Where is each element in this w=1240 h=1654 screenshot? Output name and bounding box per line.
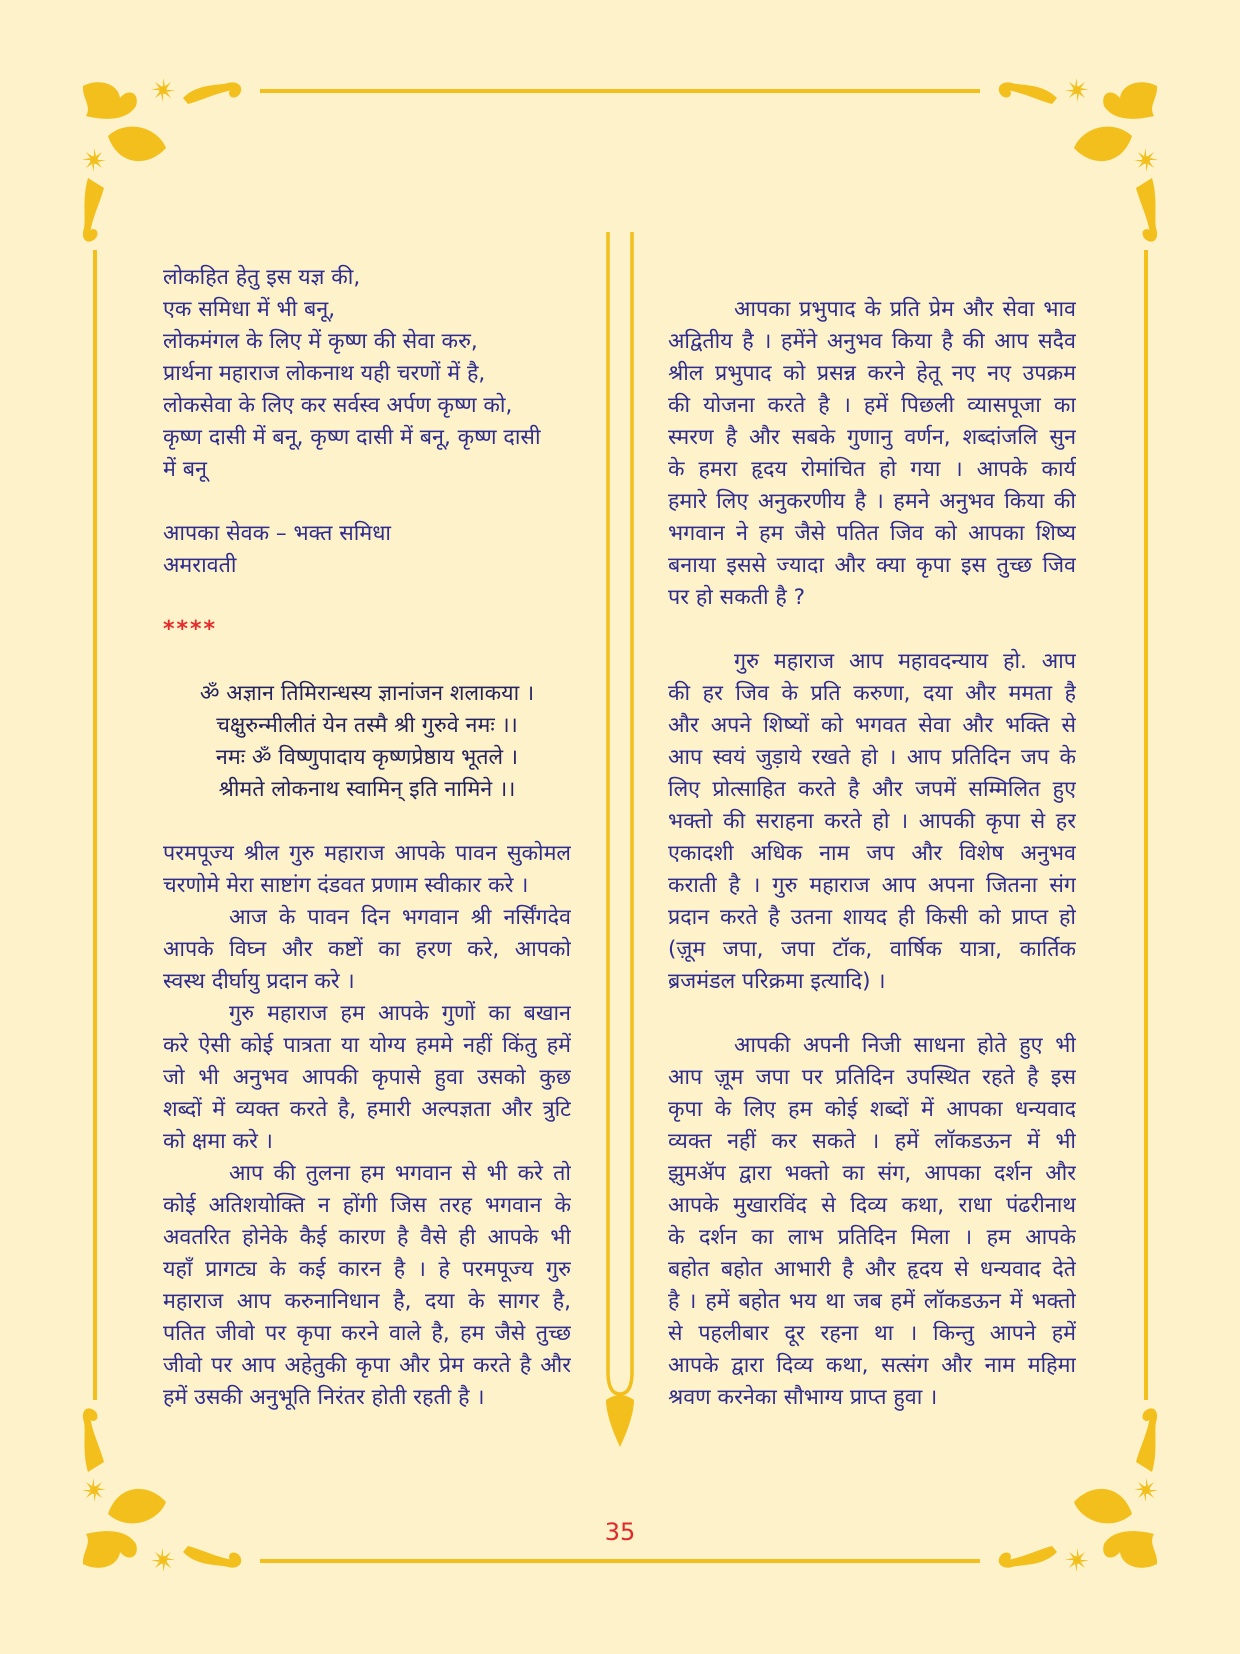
mantra-line: चक्षुरुन्मीलीतं येन तस्मै श्री गुरुवे नमः ।।: [216, 713, 518, 738]
paragraph-line: एकादशी अधिक नाम जप और विशेष अनुभव: [668, 841, 1076, 866]
paragraph: [668, 1030, 1076, 1414]
corner-ornament-bottom-left: [78, 1402, 248, 1572]
paragraph: [163, 838, 571, 902]
paragraph-line: गुरु महाराज हम आपके गुणों का बखान: [229, 1001, 571, 1026]
poem-line: लोकमंगल के लिए में कृष्ण की सेवा करु,: [163, 329, 478, 354]
paragraph-line: आप ज़ूम जपा पर प्रतिदिन उपस्थित रहते है इस: [668, 1065, 1076, 1090]
mantra: [163, 678, 571, 806]
mantra-line: ॐ अज्ञान तिमिरान्धस्य ज्ञानांजन शलाकया ।: [199, 681, 535, 706]
paragraph-line: के हमरा हृदय रोमांचित हो गया । आपके कार्य: [668, 457, 1076, 482]
paragraph-line: कराती है । गुरु महाराज आप अपना जितना संग: [668, 873, 1076, 898]
column-divider: [596, 232, 644, 1452]
poem: [163, 262, 571, 486]
paragraph-line: प्रदान करते है उतना शायद ही किसी को प्राप्त हो: [668, 905, 1076, 930]
poem-line: प्रार्थना महाराज लोकनाथ यही चरणों में है,: [163, 361, 486, 386]
paragraph-line: आपके विघ्न और कष्टों का हरण करे, आपको: [163, 937, 571, 962]
paragraph: [668, 646, 1076, 998]
paragraph-line: शब्दों में व्यक्त करते है, हमारी अल्पज्ञता और त्रुटि: [163, 1097, 571, 1122]
paragraph-line: हमारे लिए अनुकरणीय है । हमने अनुभव किया की: [668, 489, 1076, 514]
paragraph-line: आज के पावन दिन भगवान श्री नर्सिंगदेव: [229, 905, 571, 930]
paragraph-line: बहोत बहोत आभारी है और हृदय से धन्यवाद देते: [668, 1257, 1076, 1282]
paragraph-line: के दर्शन का लाभ प्रतिदिन मिला । हम आपके: [668, 1225, 1076, 1250]
signature-line: अमरावती: [163, 553, 237, 578]
paragraph-line: आपकी अपनी निजी साधना होते हुए भी: [734, 1033, 1076, 1058]
poem-line: लोकसेवा के लिए कर सर्वस्व अर्पण कृष्ण को,: [163, 393, 513, 418]
left-column: [163, 262, 571, 1414]
paragraph-line: और अपने शिष्यों को भगवत सेवा और भक्ति से: [668, 713, 1076, 738]
paragraph: [163, 1158, 571, 1414]
right-column: [668, 294, 1076, 1414]
paragraph-line: आपके मुखारविंद से दिव्य कथा, राधा पंढरीनाथ: [668, 1193, 1076, 1218]
paragraph-line: स्वस्थ दीर्घायु प्रदान करे ।: [163, 969, 355, 994]
page-number: 35: [604, 1518, 636, 1546]
poem-line: में बनू: [163, 457, 207, 482]
paragraph: [668, 294, 1076, 614]
paragraph-line: महाराज आप करुनानिधान है, दया के सागर है,: [163, 1289, 571, 1314]
paragraph-line: करे ऐसी कोई पात्रता या योग्य हममे नहीं किंतु हमें: [163, 1033, 571, 1058]
corner-ornament-top-right: [992, 78, 1162, 248]
signature: [163, 518, 571, 582]
poem-line: लोकहित हेतु इस यज्ञ की,: [163, 265, 361, 290]
paragraph-line: से पहलीबार दूर रहना था । किन्तु आपने हमें: [668, 1321, 1076, 1346]
paragraph-line: जीवो पर आप अहेतुकी कृपा और प्रेम करते है और: [163, 1353, 571, 1378]
border-bottom: [260, 1559, 980, 1563]
paragraph-line: बनाया इससे ज्यादा और क्या कृपा इस तुच्छ जिव: [668, 553, 1076, 578]
border-left: [93, 250, 97, 1400]
border-right: [1144, 250, 1148, 1400]
paragraph-line: परमपूज्य श्रील गुरु महाराज आपके पावन सुकोमल: [163, 841, 571, 866]
paragraph-line: भक्तो की सराहना करते हो । आपकी कृपा से हर: [668, 809, 1076, 834]
paragraph-line: श्रवण करनेका सौभाग्य प्राप्त हुवा ।: [668, 1385, 938, 1410]
paragraph-line: श्रील प्रभुपाद को प्रसन्न करने हेतू नए नए उपक्रम: [668, 361, 1076, 386]
corner-ornament-top-left: [78, 78, 248, 248]
paragraph-line: आप स्वयं जुड़ाये रखते हो । आप प्रतिदिन जप के: [668, 745, 1076, 770]
paragraph-line: कोई अतिशयोक्ति न होंगी जिस तरह भगवान के: [163, 1193, 571, 1218]
paragraph-line: हमें उसकी अनुभूति निरंतर होती रहती है ।: [163, 1385, 485, 1410]
paragraph-line: स्मरण है और सबके गुणानु वर्णन, शब्दांजलि सुन: [668, 425, 1076, 450]
corner-ornament-bottom-right: [992, 1402, 1162, 1572]
paragraph-line: (ज़ूम जपा, जपा टॉक, वार्षिक यात्रा, कार्तिक: [668, 937, 1076, 962]
paragraph-line: भगवान ने हम जैसे पतित जिव को आपका शिष्य: [668, 521, 1076, 546]
paragraph-line: यहाँ प्रागट्य के कई कारन है । हे परमपूज्य गुरु: [163, 1257, 571, 1282]
paragraph-line: व्यक्त नहीं कर सकते । हमें लॉकडऊन में भी: [668, 1129, 1076, 1154]
paragraph-line: पतित जीवो पर कृपा करने वाले है, हम जैसे तुच्छ: [163, 1321, 571, 1346]
paragraph: [163, 998, 571, 1158]
paragraph-line: आपका प्रभुपाद के प्रति प्रेम और सेवा भाव: [734, 297, 1076, 322]
left-paragraphs: [163, 838, 571, 1414]
paragraph-line: जो भी अनुभव आपकी कृपासे हुवा उसको कुछ: [163, 1065, 571, 1090]
paragraph-line: को क्षमा करे ।: [163, 1129, 273, 1154]
border-top: [260, 89, 980, 93]
poem-line: कृष्ण दासी में बनू, कृष्ण दासी में बनू, कृष्ण दासी: [163, 425, 541, 450]
paragraph-line: चरणोमे मेरा साष्टांग दंडवत प्रणाम स्वीकार करे ।: [163, 873, 529, 898]
paragraph-line: अवतरित होनेके कैई कारण है वैसे ही आपके भी: [163, 1225, 571, 1250]
paragraph: [163, 902, 571, 998]
separator-stars: ****: [163, 617, 218, 642]
paragraph-line: गुरु महाराज आप महावदन्याय हो. आप: [734, 649, 1076, 674]
paragraph-line: अद्वितीय है । हमेंने अनुभव किया है की आप सदैव: [668, 329, 1076, 354]
paragraph-line: पर हो सकती है ?: [668, 585, 806, 610]
signature-line: आपका सेवक – भक्त समिधा: [163, 521, 391, 546]
paragraph-line: झुमॲप द्वारा भक्तो का संग, आपका दर्शन और: [668, 1161, 1076, 1186]
poem-line: एक समिधा में भी बनू,: [163, 297, 336, 322]
paragraph-line: ब्रजमंडल परिक्रमा इत्यादि) ।: [668, 969, 886, 994]
paragraph-line: लिए प्रोत्साहित करते है और जपमें सम्मिलित हुए: [668, 777, 1076, 802]
right-paragraphs: [668, 294, 1076, 1414]
paragraph-line: की योजना करते है । हमें पिछली व्यासपूजा का: [668, 393, 1076, 418]
paragraph-line: आपके द्वारा दिव्य कथा, सत्संग और नाम महिमा: [668, 1353, 1076, 1378]
mantra-line: श्रीमते लोकनाथ स्वामिन् इति नामिने ।।: [218, 777, 516, 802]
paragraph-line: की हर जिव के प्रति करुणा, दया और ममता है: [668, 681, 1076, 706]
paragraph-line: आप की तुलना हम भगवान से भी करे तो: [229, 1161, 571, 1186]
paragraph-line: कृपा के लिए हम कोई शब्दों में आपका धन्यवाद: [668, 1097, 1076, 1122]
paragraph-line: है । हमें बहोत भय था जब हमें लॉकडऊन में भक्तो: [668, 1289, 1076, 1314]
mantra-line: नमः ॐ विष्णुपादाय कृष्णप्रेष्ठाय भूतले ।: [215, 745, 519, 770]
